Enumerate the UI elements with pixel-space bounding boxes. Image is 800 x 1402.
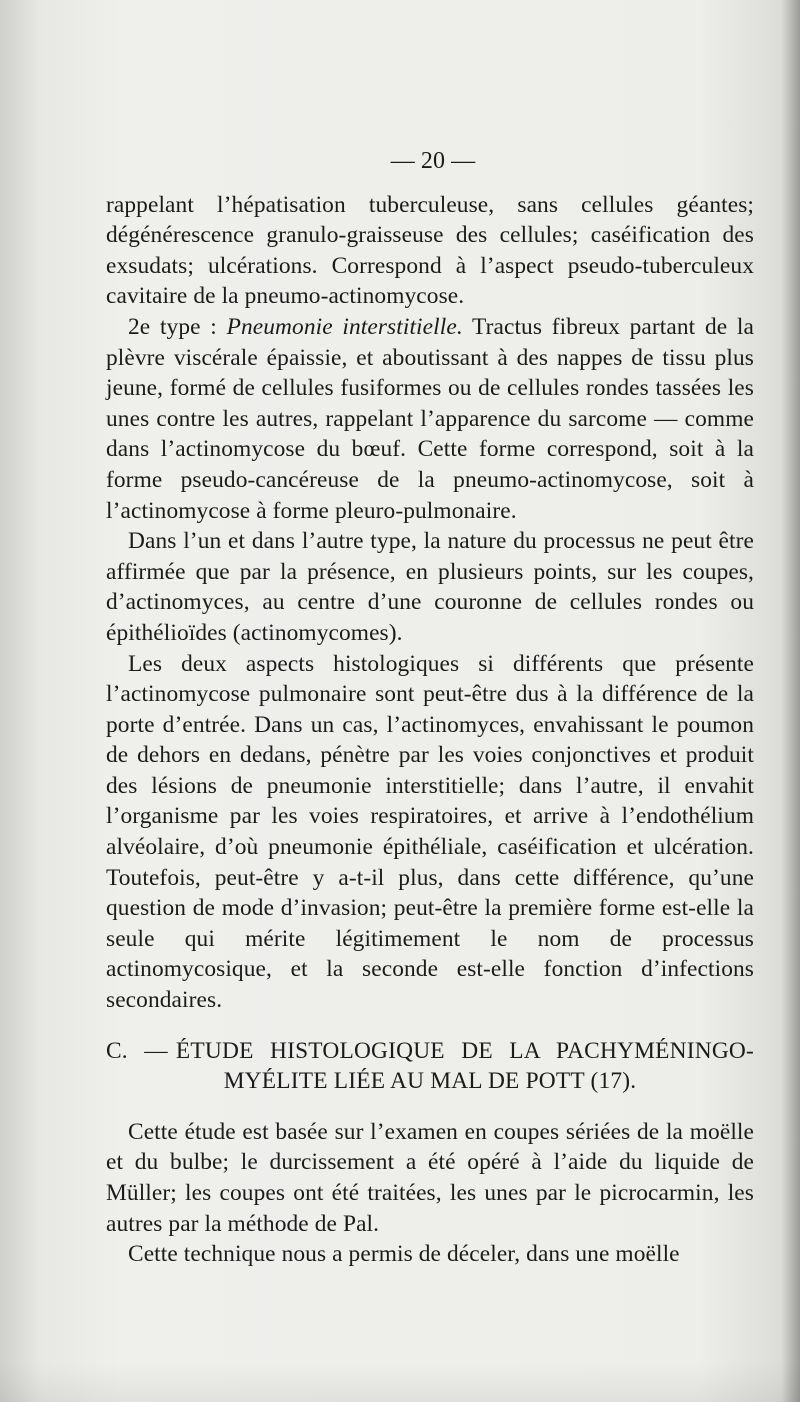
type-title: Pneumonie interstitielle. xyxy=(226,313,463,340)
section-heading xyxy=(106,1036,754,1097)
paragraph-type-2 xyxy=(106,312,754,526)
section-title-line2: MYÉLITE LIÉE AU MAL DE POTT (17). xyxy=(223,1068,637,1095)
page-text xyxy=(106,146,754,1270)
page-edge-shadow xyxy=(782,0,800,1402)
paragraph-3: Dans l’un et dans l’autre type, la nature du processus ne peut être affirmée que par la présence, en plusieurs points, sur les coupes, d’actinomyces, au centre d’une couronne de cellules rondes ou épithélioïdes (actinomycomes). xyxy=(106,528,754,646)
type-label: 2e type : xyxy=(128,313,227,340)
page-number: — 20 — xyxy=(390,148,476,174)
section-title-line1: ÉTUDE HISTOLOGIQUE DE LA PACHYMÉNINGO- xyxy=(175,1037,754,1064)
paragraph-continued: rappelant l’hépatisation tuberculeuse, sans cellules géantes; dégénérescence granulo-graisseuse des cellules; caséification des exsudats; ulcérations. Correspond à l’aspect pseudo-tuberculeux cavitaire de la pneumo-actinomycose. xyxy=(106,191,754,310)
paragraph-5: Cette étude est basée sur l’examen en coupes sériées de la moëlle et du bulbe; le durcissement a été opéré à l’aide du liquide de Müller; les coupes ont été traitées, les unes par le picrocarmin, les autres par la méthode de Pal. xyxy=(106,1118,754,1237)
type-text: Tractus fibreux partant de la plèvre viscérale épaissie, et aboutissant à des nappes de tissu plus jeune, formé de cellules fusiformes ou de cellules rondes tassées les unes contre les autres, rappelant l’apparence du sarcome — comme dans l’actinomycose du bœuf. Cette forme correspond, soit à la forme pseudo-cancéreuse de la pneumo-actinomycose, soit à l’actinomycose à forme pleuro-pulmonaire. xyxy=(106,313,754,524)
paragraph-6: Cette technique nous a permis de déceler, dans une moëlle xyxy=(128,1241,680,1268)
paragraph-4: Les deux aspects histologiques si différents que présente l’actinomycose pulmonaire sont peut-être dus à la différence de la porte d’entrée. Dans un cas, l’actinomyces, envahissant le poumon de dehors en dedans, pénètre par les voies conjonctives et produit des lésions de pneumonie interstitielle; dans l’autre, il envahit l’organisme par les voies respiratoires, et arrive à l’endothélium alvéolaire, d’où pneumonie épithéliale, caséification et ulcération. Toutefois, peut-être y a-t-il plus, dans cette différence, qu’une question de mode d’invasion; peut-être la première forme est-elle la seule qui mérite légitimement le nom de processus actinomycosique, et la seconde est-elle fonction d’infections secondaires. xyxy=(106,650,754,1014)
section-letter: C. — xyxy=(106,1037,168,1064)
section-heading-line1 xyxy=(106,1036,754,1067)
page-bottom-shade xyxy=(0,1362,800,1402)
